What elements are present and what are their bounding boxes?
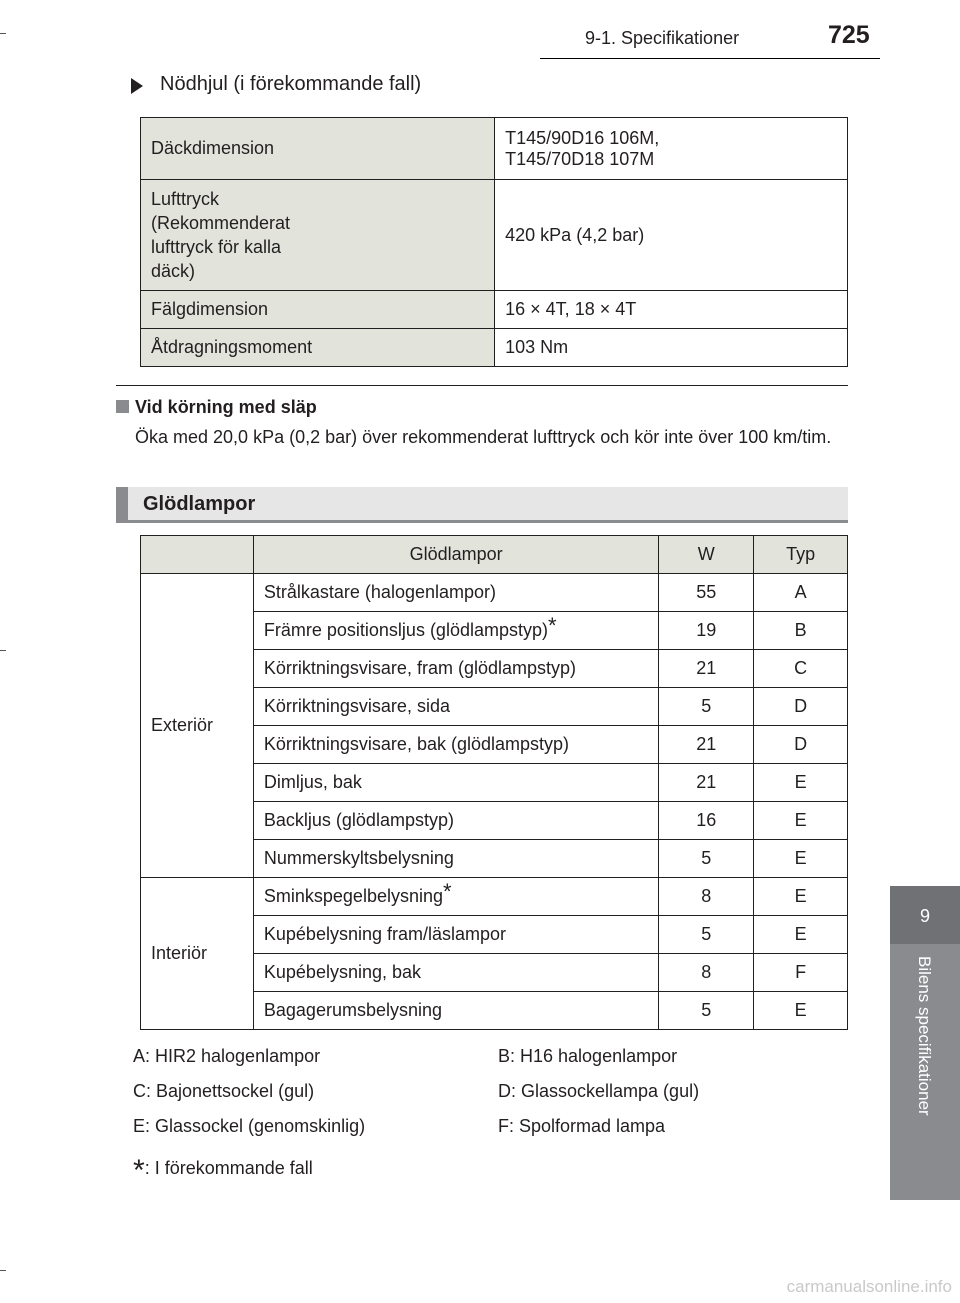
bulb-name: Bagagerumsbelysning bbox=[253, 992, 658, 1030]
legend-item: A: HIR2 halogenlampor bbox=[133, 1046, 321, 1066]
bulb-type: E bbox=[754, 764, 848, 802]
chapter-number: 9 bbox=[890, 886, 960, 944]
chapter-title: Bilens specifikationer bbox=[915, 956, 934, 1116]
bulb-type: C bbox=[754, 650, 848, 688]
table-row bbox=[141, 118, 848, 180]
bulb-name-cell bbox=[253, 612, 658, 650]
bulb-name: Körriktningsvisare, fram (glödlampstyp) bbox=[253, 650, 658, 688]
header-cell: Typ bbox=[754, 536, 848, 574]
crop-mark bbox=[0, 33, 6, 34]
table-row bbox=[141, 574, 848, 612]
bulb-type: E bbox=[754, 916, 848, 954]
table-row bbox=[141, 329, 848, 367]
bulb-name: Kupébelysning fram/läslampor bbox=[253, 916, 658, 954]
bulb-name: Dimljus, bak bbox=[253, 764, 658, 802]
bulb-type: D bbox=[754, 688, 848, 726]
legend-item: F: Spolformad lampa bbox=[498, 1116, 666, 1136]
legend-item: C: Bajonettsockel (gul) bbox=[133, 1081, 315, 1101]
bulb-watt: 5 bbox=[659, 688, 754, 726]
bulb-name: Körriktningsvisare, bak (glödlampstyp) bbox=[253, 726, 658, 764]
label-cell: Fälgdimension bbox=[141, 291, 495, 329]
towing-body: Öka med 20,0 kPa (0,2 bar) över rekommenderat lufttryck och kör inte över 100 km/tim. bbox=[135, 427, 832, 447]
label-line: (Rekommenderat bbox=[151, 213, 291, 233]
spare-wheel-heading: Nödhjul (i förekommande fall) bbox=[160, 73, 422, 95]
bulb-type: E bbox=[754, 878, 848, 916]
group-cell-exterior: Exteriör bbox=[141, 574, 254, 878]
bulb-type: B bbox=[754, 612, 848, 650]
legend-item: B: H16 halogenlampor bbox=[498, 1046, 678, 1066]
value-cell bbox=[495, 118, 848, 180]
value-cell: 103 Nm bbox=[495, 329, 848, 367]
spare-wheel-table bbox=[140, 117, 848, 367]
value-cell: 420 kPa (4,2 bar) bbox=[495, 180, 848, 291]
value-cell: 16 × 4T, 18 × 4T bbox=[495, 291, 848, 329]
bulb-watt: 5 bbox=[659, 840, 754, 878]
header-cell-empty bbox=[141, 536, 254, 574]
bulb-watt: 8 bbox=[659, 954, 754, 992]
bulb-watt: 21 bbox=[659, 726, 754, 764]
section-header: 9-1. Specifikationer bbox=[585, 28, 740, 48]
legend-item: D: Glassockellampa (gul) bbox=[498, 1081, 700, 1101]
chapter-tab bbox=[890, 886, 960, 1200]
label-cell: Däckdimension bbox=[141, 118, 495, 180]
label-cell: Åtdragningsmoment bbox=[141, 329, 495, 367]
footnote bbox=[133, 1148, 313, 1187]
bulb-watt: 5 bbox=[659, 992, 754, 1030]
section-title-bar bbox=[116, 487, 848, 523]
label-cell bbox=[141, 180, 495, 291]
bulb-name: Strålkastare (halogenlampor) bbox=[253, 574, 658, 612]
header-cell: Glödlampor bbox=[253, 536, 658, 574]
bulb-name-cell bbox=[253, 878, 658, 916]
section-accent bbox=[116, 487, 128, 520]
watermark: carmanualsonline.info bbox=[786, 1277, 952, 1296]
bulb-watt: 19 bbox=[659, 612, 754, 650]
label-line: lufttryck för kalla bbox=[151, 237, 282, 257]
footnote-text: : I förekommande fall bbox=[144, 1158, 313, 1178]
bulb-name: Körriktningsvisare, sida bbox=[253, 688, 658, 726]
bulb-type: E bbox=[754, 840, 848, 878]
bulb-type: A bbox=[754, 574, 848, 612]
footnote-mark: * bbox=[443, 879, 452, 904]
bulb-type: F bbox=[754, 954, 848, 992]
section-title: Glödlampor bbox=[143, 493, 256, 515]
bulb-watt: 8 bbox=[659, 878, 754, 916]
divider bbox=[116, 385, 848, 386]
value-line: T145/70D18 107M bbox=[505, 148, 655, 169]
value-line: T145/90D16 106M, bbox=[505, 127, 660, 148]
table-row bbox=[141, 180, 848, 291]
bulb-name: Kupébelysning, bak bbox=[253, 954, 658, 992]
bulb-watt: 55 bbox=[659, 574, 754, 612]
towing-heading: Vid körning med släp bbox=[135, 397, 317, 417]
crop-mark bbox=[0, 650, 6, 651]
footnote-mark: * bbox=[548, 613, 557, 638]
bulbs-table bbox=[140, 535, 848, 1030]
table-row bbox=[141, 878, 848, 916]
bulb-watt: 5 bbox=[659, 916, 754, 954]
table-header-row bbox=[141, 536, 848, 574]
bulb-type: D bbox=[754, 726, 848, 764]
bulb-type: E bbox=[754, 992, 848, 1030]
bulb-watt: 21 bbox=[659, 650, 754, 688]
square-bullet-icon bbox=[116, 400, 129, 413]
header-rule bbox=[540, 58, 880, 59]
bulb-watt: 21 bbox=[659, 764, 754, 802]
bulb-type: E bbox=[754, 802, 848, 840]
legend-item: E: Glassockel (genomskinlig) bbox=[133, 1116, 366, 1136]
group-cell-interior: Interiör bbox=[141, 878, 254, 1030]
triangle-bullet-icon bbox=[131, 78, 143, 94]
bulb-name: Främre positionsljus (glödlampstyp) bbox=[263, 620, 548, 640]
header-cell: W bbox=[659, 536, 754, 574]
label-line: däck) bbox=[151, 261, 196, 281]
bulb-name: Nummerskyltsbelysning bbox=[253, 840, 658, 878]
page-number: 725 bbox=[828, 21, 870, 49]
footnote-star: * bbox=[133, 1154, 145, 1187]
bulb-watt: 16 bbox=[659, 802, 754, 840]
table-row bbox=[141, 291, 848, 329]
crop-mark bbox=[0, 1270, 6, 1271]
label-line: Lufttryck bbox=[151, 189, 220, 209]
bulb-name: Backljus (glödlampstyp) bbox=[253, 802, 658, 840]
bulb-name: Sminkspegelbelysning bbox=[263, 886, 443, 906]
